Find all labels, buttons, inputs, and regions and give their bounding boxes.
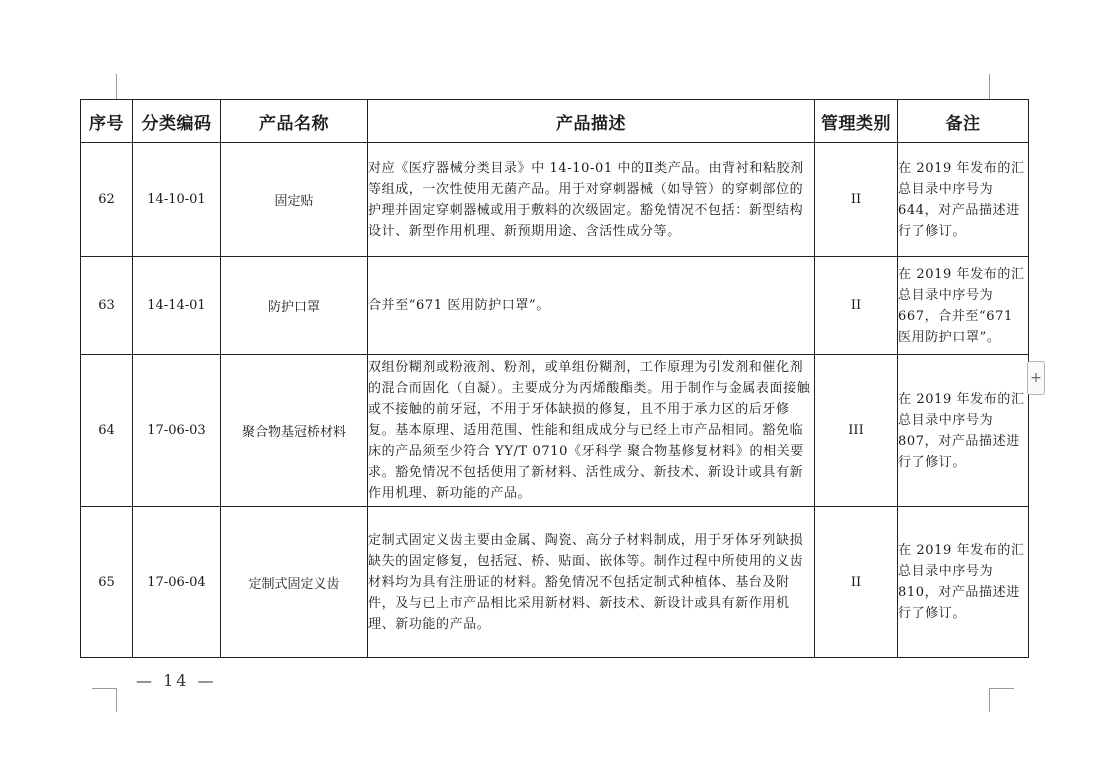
- cell-category-code: 14-14-01: [133, 257, 221, 355]
- cell-management-class: II: [815, 507, 898, 658]
- crop-mark-bottom-right-v: [989, 688, 990, 712]
- cell-serial-no: 65: [81, 507, 133, 658]
- cell-product-description: 对应《医疗器械分类目录》中 14-10-01 中的Ⅱ类产品。由背衬和粘胶剂等组成，一次性使用无菌产品。用于对穿刺器械（如导管）的穿刺部位的护理并固定穿刺器械或用于敷料的次级固定。豁免情况不包括：新型结构设计、新型作用机理、新预期用途、含活性成分等。: [368, 143, 815, 257]
- cell-product-name: 固定贴: [221, 143, 368, 257]
- header-remarks: 备注: [898, 100, 1029, 143]
- page-number: — 14 —: [136, 671, 217, 690]
- cell-category-code: 14-10-01: [133, 143, 221, 257]
- header-serial-no: 序号: [81, 100, 133, 143]
- cell-remarks: 在 2019 年发布的汇总目录中序号为 810，对产品描述进行了修订。: [898, 507, 1029, 658]
- header-category-code: 分类编码: [133, 100, 221, 143]
- cell-remarks: 在 2019 年发布的汇总目录中序号为 667，合并至“671 医用防护口罩”。: [898, 257, 1029, 355]
- cell-serial-no: 64: [81, 355, 133, 507]
- cell-remarks: 在 2019 年发布的汇总目录中序号为 644，对产品描述进行了修订。: [898, 143, 1029, 257]
- cell-product-description: 定制式固定义齿主要由金属、陶瓷、高分子材料制成，用于牙体牙列缺损缺失的固定修复，包括冠、桥、贴面、嵌体等。制作过程中所使用的义齿材料均为具有注册证的材料。豁免情况不包括定制式种植体、基台及附件，及与已上市产品相比采用新材料、新技术、新设计或具有新作用机理、新功能的产品。: [368, 507, 815, 658]
- crop-mark-top-left: [116, 74, 117, 99]
- table-row: [81, 257, 1029, 355]
- crop-mark-bottom-right-h: [989, 688, 1014, 689]
- cell-product-description: 合并至“671 医用防护口罩”。: [368, 257, 815, 355]
- table-row: [81, 507, 1029, 658]
- cell-category-code: 17-06-04: [133, 507, 221, 658]
- header-product-name: 产品名称: [221, 100, 368, 143]
- catalog-table: [80, 99, 1029, 658]
- cell-product-name: 聚合物基冠桥材料: [221, 355, 368, 507]
- cell-management-class: II: [815, 143, 898, 257]
- table-row: [81, 355, 1029, 507]
- header-product-description: 产品描述: [368, 100, 815, 143]
- table-row: [81, 143, 1029, 257]
- cell-serial-no: 62: [81, 143, 133, 257]
- crop-mark-bottom-left-v: [116, 688, 117, 712]
- cell-product-name: 防护口罩: [221, 257, 368, 355]
- crop-mark-bottom-left-h: [92, 688, 117, 689]
- crop-mark-top-right: [989, 74, 990, 99]
- header-management-class: 管理类别: [815, 100, 898, 143]
- cell-management-class: II: [815, 257, 898, 355]
- cell-serial-no: 63: [81, 257, 133, 355]
- cell-product-name: 定制式固定义齿: [221, 507, 368, 658]
- cell-management-class: III: [815, 355, 898, 507]
- cell-category-code: 17-06-03: [133, 355, 221, 507]
- cell-product-description: 双组份糊剂或粉液剂、粉剂，或单组份糊剂，工作原理为引发剂和催化剂的混合而固化（自凝）。主要成分为丙烯酸酯类。用于制作与金属表面接触或不接触的前牙冠，不用于牙体缺损的修复，且不用于承力区的后牙修复。基本原理、适用范围、性能和组成成分与已经上市产品相同。豁免临床的产品须至少符合 YY/T 0710《牙科学 聚合物基修复材料》的相关要求。豁免情况不包括使用了新材料、活性成分、新技术、新设计或具有新作用机理、新功能的产品。: [368, 355, 815, 507]
- table-header-row: [81, 100, 1029, 143]
- expand-plus-button[interactable]: +: [1027, 361, 1045, 395]
- cell-remarks: 在 2019 年发布的汇总目录中序号为 807，对产品描述进行了修订。: [898, 355, 1029, 507]
